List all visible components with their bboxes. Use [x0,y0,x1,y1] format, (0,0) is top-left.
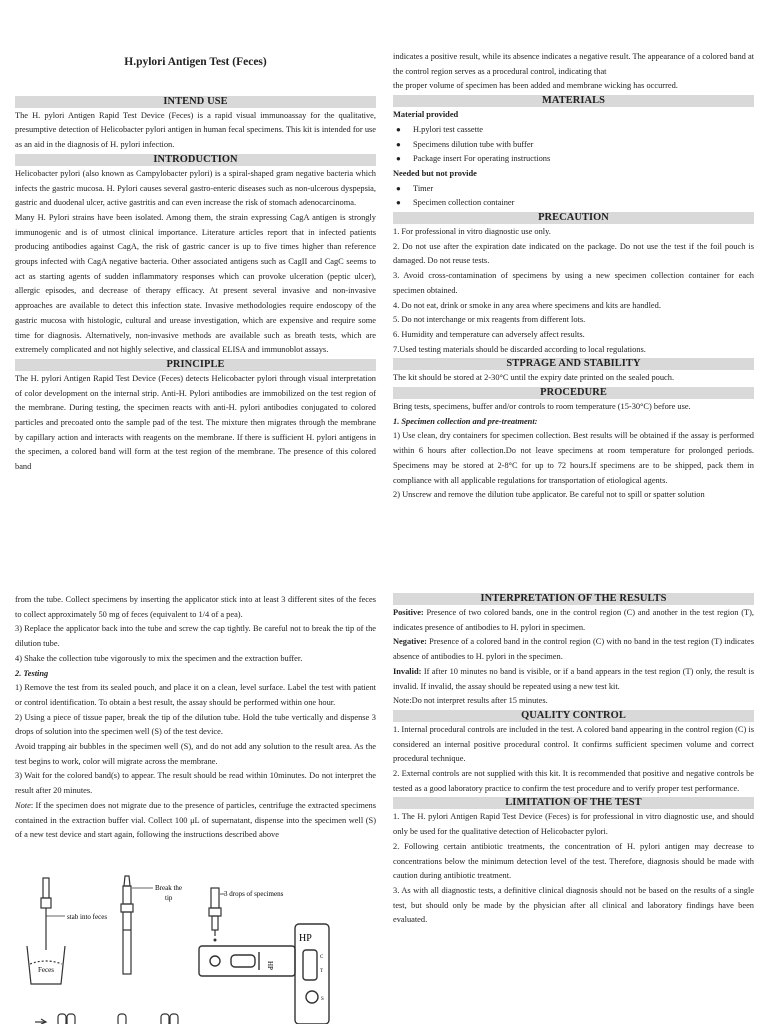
testing-step-3: 3) Wait for the colored band(s) to appear. The result should be read within 10minutes. Do not interpret the result after 20 minutes. [15,771,376,796]
positive-label: Positive: [393,608,424,617]
principle-heading: PRINCIPLE [15,359,376,371]
bottom-right-column [393,592,754,928]
feces-label: Feces [38,966,54,974]
storage-text: The kit should be stored at 2-30°C until the expiry date printed on the sealed pouch. [393,373,675,383]
negative-text: Presence of a colored band in the control region (C) with no band in the test region (T) indicates absence of antibodies to H. pylori in the specimen. [393,637,754,662]
procedure-step-3: 3) Replace the applicator back into the tube and screw the cap tightly. Be careful not to break the tip of the dilution tube. [15,624,376,649]
quality-control-paragraph-2: 2. External controls are not supplied with this kit. It is recommended that positive and negative controls be tested as a good laboratory practice to confirm the test procedure and to verify proper test performance. [393,769,754,793]
applicator-tube-icon [41,878,51,950]
drop-icon [214,939,217,942]
precaution-heading: PRECAUTION [393,212,754,224]
procedure-subheading-collection: 1. Specimen collection and pre-treatment: [393,416,538,426]
negative-label: Negative: [393,637,427,647]
interpretation-heading: INTERPRETATION OF THE RESULTS [393,593,754,605]
result-strip-icons [35,1014,178,1024]
positive-text: Presence of two colored bands, one in the control region (C) and another in the test region (T), indicates presence of antibodies to H. pylori in specimen. [393,608,754,632]
bottom-left-column [15,593,376,843]
interpretation-invalid [393,665,754,694]
interpretation-positive [393,606,754,635]
limitation-paragraph-2: 2. Following certain antibiotic treatments, the concentration of H. pylori antigen may decrease to concentrations below the minimum detection level of the test. Therefore, diagnosis should be made with caution during antibiotic treatment. [393,841,754,881]
procedure-step-2: 2) Unscrew and remove the dilution tube applicator. Be careful not to spill or spatter solution [393,490,705,500]
precaution-item: 6. Humidity and temperature can adversely affect results. [393,329,585,339]
specimen-well-label: S [321,997,324,1002]
introduction-paragraph-1: Helicobacter pylori (also known as Campylobacter pylori) is a spiral-shaped gram negative bacteria which infects the gastric mucosa. H. Pylori causes several gastro-enteric diseases such as non-ulcerous dyspepsia, gastric and duodenal ulcer, active gastritis and can even increase the risk of stomach adenocarcinoma. [15,168,376,208]
intend-use-text: The H. pylori Antigen Rapid Test Device (Feces) is a rapid visual immunoassay for the qualitative, presumptive detection of Helicobacter pylori antigen in human fecal specimens. This kit is intended for use as an aid in the diagnosis of H. pylori infection. [15,110,376,150]
material-provided-item: ● H.pylori test cassette [393,123,754,138]
cassette-hp-label: HP [266,961,274,970]
procedure-step-1: 1) Use clean, dry containers for specimen collection. Best results will be obtained if the assay is performed within 6 hours after collection.Do not leave specimens at room temperature for prolonged periods. Specimens may be stored at 2-8°C for up to 72 hours.If specimens are to be shipped, pack them in compliance with all applicable regulations for transportation of etiological agents. [393,431,754,485]
material-provided-item: ● Specimens dilution tube with buffer [393,138,754,153]
material-provided-item: ● Package insert For operating instructions [393,152,754,167]
procedure-step-2-continuation: from the tube. Collect specimens by inserting the applicator stick into at least 3 different sites of the feces to collect approximately 50 mg of feces (equivalent to 1/4 of a pea). [15,595,376,619]
material-needed-item: ● Specimen collection container [393,196,754,211]
test-cassette-horizontal-icon [199,946,295,976]
principle-continuation-2: the proper volume of specimen has been added and membrane wicking has occurred. [393,81,678,91]
dilution-tube-icon [121,876,133,974]
invalid-text: If after 10 minutes no band is visible, or if a band appears in the test region (T) only, the result is invalid. If invalid, the assay should be repeated using a new test kit. [393,666,754,691]
interpretation-negative [393,635,754,664]
break-label-2: tip [165,894,173,902]
note-text: : If the specimen does not migrate due to the presence of particles, centrifuge the extracted specimens contained in the extraction buffer vial. Collect 100 μL of supernatant, dispense into the specimen well (S) of a new test device and start again, following the instructions described above [15,800,376,840]
testing-step-2-note: Avoid trapping air bubbles in the specimen well (S), and do not add any solution to the result area. As the test begins to work, color will migrate across the membrane. [15,742,376,766]
limitation-heading: LIMITATION OF THE TEST [393,797,754,809]
testing-step-1: 1) Remove the test from its sealed pouch, and place it on a clean, level surface. Label the test with patient or control identification. To obtain a best result, the assay should be performed within one hour. [15,683,376,707]
precaution-item: 7.Used testing materials should be discarded according to local regulations. [393,344,646,354]
procedure-subheading-testing: 2. Testing [15,668,49,678]
material-needed-item: ● Timer [393,182,754,197]
test-line-label: T [320,969,324,974]
introduction-paragraph-2: Many H. Pylori strains have been isolated. Among them, the strain expressing CagA antigen is strongly immunogenic and is of utmost clinical importance. Literature articles report that in infected patients producing antibodies against CagA, the risk of gastric cancer is up to five times higher than reference groups infected with CagA negative bacteria. Other associated antigens such as CagII and CagC seems to act as starting agents of sudden inflammatory responses which can provoke ulceration (peptic ulcer), allergic episodes, and decrease of therapy efficacy. At present several invasive and non-invasive approaches are available to detect this infection state. Invasive methodologies require endoscopy of the gastric mucosa with histologic, cultural and urease investigation, which are expensive and require some time for diagnosis. Alternatively, non-invasive methods are available such as breath tests, which are extremely complicated and not highly selective, and classical ELISA and immunoblot assays. [15,212,376,355]
document-title: H.pylori Antigen Test (Feces) [124,56,267,68]
precaution-item: 2. Do not use after the expiration date indicated on the package. Do not use the test if the foil pouch is damaged. Do not reuse tests. [393,241,754,266]
break-label: Break the [155,884,183,892]
introduction-heading: INTRODUCTION [15,154,376,166]
material-provided-label: Material provided [393,110,459,120]
procedure-heading: PROCEDURE [393,387,754,399]
procedure-intro: Bring tests, specimens, buffer and/or controls to room temperature (15-30°C) before use. [393,402,691,412]
precaution-item: 4. Do not eat, drink or smoke in any area where specimens and kits are handled. [393,300,661,310]
invalid-label: Invalid: [393,666,422,676]
limitation-paragraph-3: 3. As with all diagnostic tests, a definitive clinical diagnosis should not be based on the results of a single test, but should only be made by the physician after all clinical and laboratory findings have been evaluated. [393,885,754,925]
precaution-item: 1. For professional in vitro diagnostic use only. [393,227,551,237]
control-line-label: C [320,955,324,960]
quality-control-paragraph-1: 1. Internal procedural controls are included in the test. A colored band appearing in the control region (C) is considered an internal positive procedural control. It confirms sufficient specimen volume and correct procedural technique. [393,724,754,764]
drops-label: 3 drops of specimens [224,890,284,898]
stab-label: stab into feces [67,913,108,921]
interpretation-note: Note:Do not interpret results after 15 minutes. [393,696,548,706]
procedure-step-4: 4) Shake the collection tube vigorously to mix the specimen and the extraction buffer. [15,653,303,663]
top-left-column [15,55,376,475]
precaution-item: 5. Do not interchange or mix reagents from different lots. [393,315,586,325]
intend-use-heading: INTEND USE [15,96,376,108]
testing-note [15,799,376,843]
feces-container-icon [27,946,65,984]
note-label: Note [15,800,31,810]
procedure-illustration [15,872,345,1024]
cassette-vertical-hp-label: HP [299,933,312,944]
top-right-column [393,50,754,503]
material-needed-label: Needed but not provide [393,168,477,178]
limitation-paragraph-1: 1. The H. pylori Antigen Rapid Test Device (Feces) is for professional in vitro diagnostic use, and should only be used for the qualitative detection of Helicobacter pylori. [393,812,754,837]
principle-text: The H. pylori Antigen Rapid Test Device (Feces) detects Helicobacter pylori through visual interpretation of color development on the internal strip. Anti-H. Pylori antibodies are immobilized on the test region of the membrane. During testing, the specimen reacts with anti-H. pylori antibodies conjugated to colored particles and precoated onto the sample pad of the test. The mixture then migrates through the membrane by capillary action and interacts with reagents on the membrane. If there is sufficient H. pylori antigens in the specimen, a colored band will form at the test region of the membrane. The presence of this colored band [15,373,376,472]
precaution-item: 3. Avoid cross-contamination of specimens by using a new specimen collection container for each specimen obtained. [393,271,754,295]
principle-continuation-1: indicates a positive result, while its absence indicates a negative result. The appearance of a colored band at the control region serves as a procedural control, indicating that [393,52,754,76]
materials-heading: MATERIALS [393,95,754,107]
testing-step-2: 2) Using a piece of tissue paper, break the tip of the dilution tube. Hold the tube vertically and dispense 3 drops of solution into the specimen well (S) of the test device. [15,712,376,737]
storage-heading: STPRAGE AND STABILITY [393,358,754,370]
dropper-icon [209,888,221,936]
quality-control-heading: QUALITY CONTROL [393,710,754,722]
